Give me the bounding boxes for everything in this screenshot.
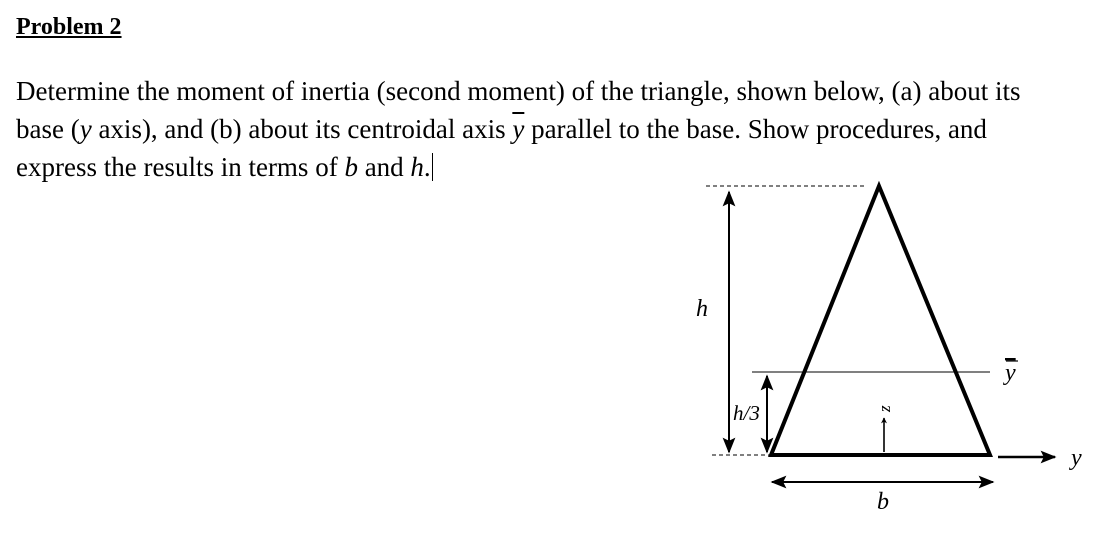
base-symbol: b (344, 152, 358, 182)
centroidal-axis-symbol: $\overline{y}$ (512, 114, 525, 144)
height-symbol: h (410, 152, 424, 182)
problem-text-line-3-part-d: . (423, 152, 431, 182)
triangle-shape (771, 186, 990, 455)
centroid-height-label: h/3 (733, 401, 760, 425)
y-axis-symbol: y (79, 114, 92, 144)
problem-heading: Problem 2 (16, 14, 122, 40)
problem-text-line-2-part-a: base ( (16, 114, 80, 144)
problem-text-line-2-part-c: parallel to the base. Show procedures, and (524, 114, 987, 144)
height-label: h (696, 296, 708, 322)
problem-text-line-3-part-c: and (357, 152, 411, 182)
centroidal-axis-label: y (1005, 360, 1016, 386)
y-axis-label: y (1071, 445, 1082, 471)
problem-text-line-3-part-a: express the results in terms of (16, 152, 345, 182)
problem-text-line-2-part-b: axis), and (b) about its centroidal axis (91, 114, 513, 144)
base-label: b (877, 489, 889, 515)
z-axis-label: z (875, 405, 894, 412)
problem-text-line-1-content: Determine the moment of inertia (second moment) of the triangle, shown below, (a) about its (16, 76, 1021, 106)
